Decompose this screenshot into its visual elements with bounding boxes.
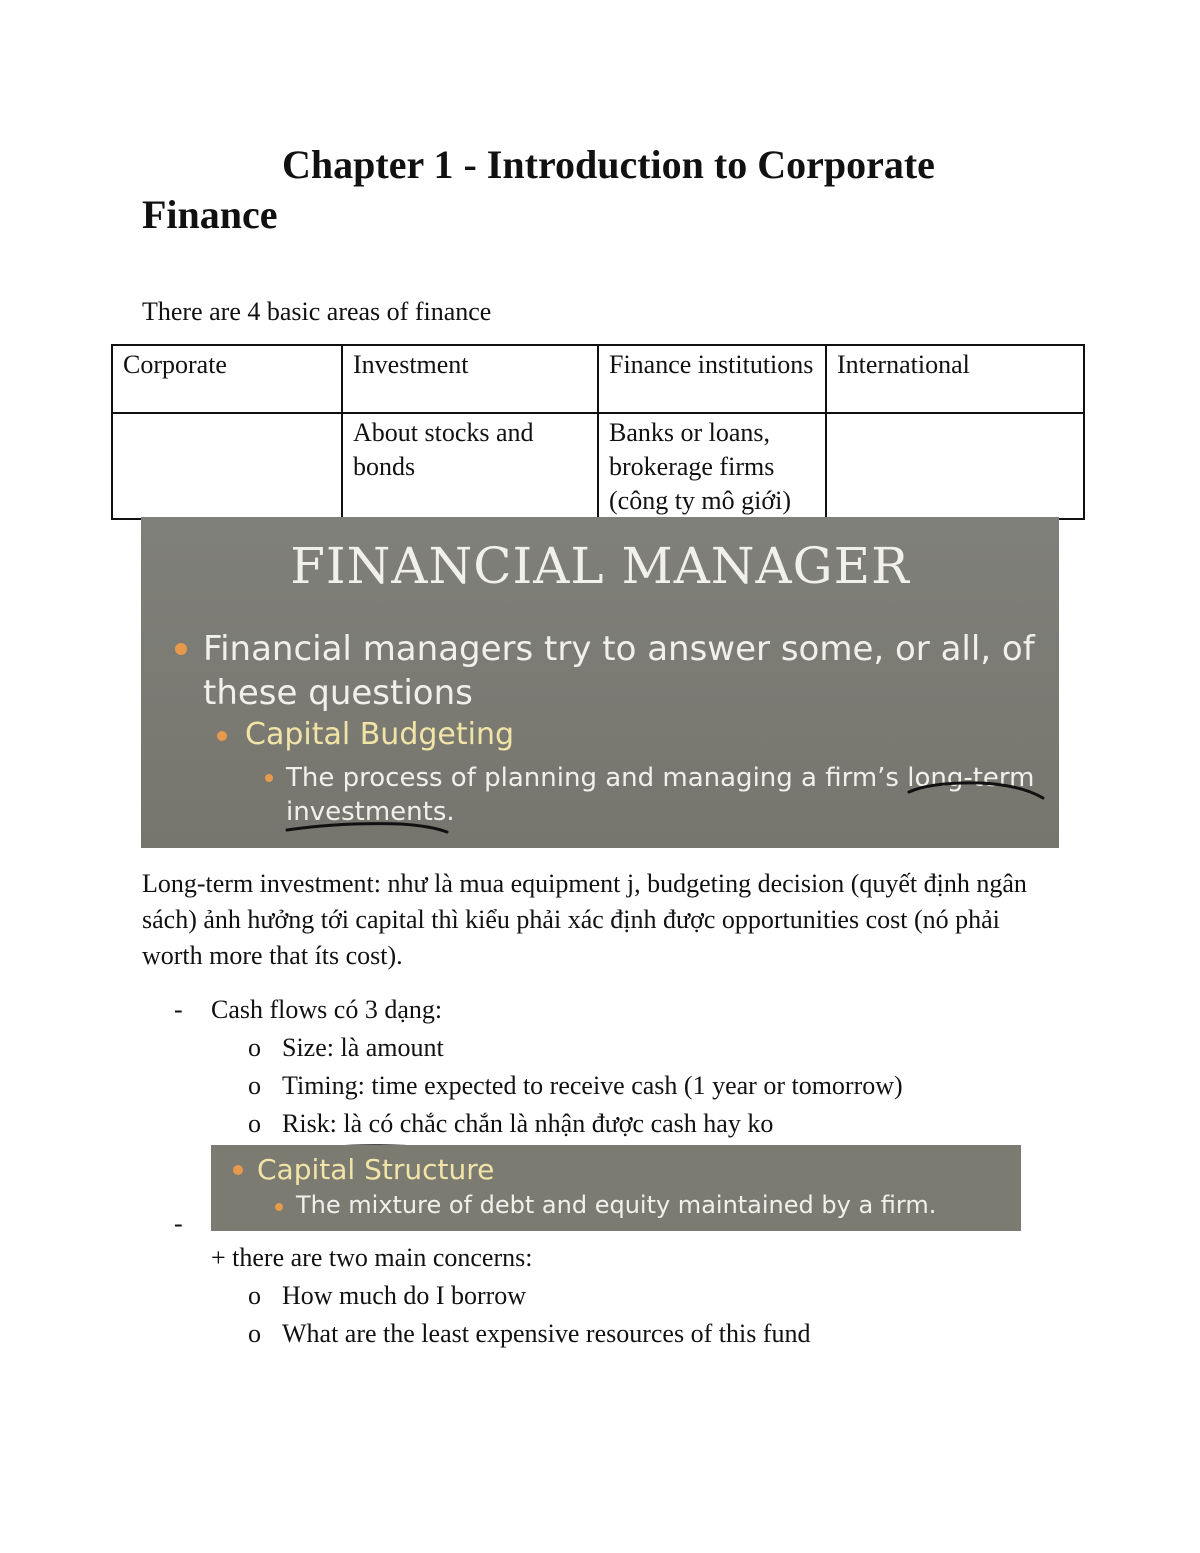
table-row [112,413,1084,519]
table-cell: Banks or loans, brokerage firms (công ty mô giới) [598,413,826,519]
list-item: Timing: time expected to receive cash (1 year or tomorrow) [282,1071,903,1100]
financial-manager-slide [141,517,1059,848]
slide-sub-bullet: The process of planning and managing a firm’s long-term investments. [286,763,1035,827]
table-cell: Corporate [112,345,342,413]
table-cell: Investment [342,345,598,413]
list-marker: - [174,995,183,1024]
bullet-dot-icon [233,1165,243,1175]
finance-areas-table [111,344,1085,520]
slide-sub-bullet: The mixture of debt and equity maintained by a firm. [296,1191,937,1219]
intro-text: There are 4 basic areas of finance [142,297,492,326]
slide-bullet: Financial managers try to answer some, or all, of these questions [203,629,1035,713]
long-term-investment-paragraph: Long-term investment: như là mua equipment j, budgeting decision (quyết định ngân sách) ảnh hưởng tới capital thì kiểu phải xác định được opportunities cost (nó phải worth more that íts cost). [142,869,1027,970]
list-marker: o [248,1071,261,1100]
table-cell [112,413,342,519]
list-item: Size: là amount [282,1033,444,1062]
table-cell [826,413,1084,519]
list-marker: - [174,1209,183,1238]
list-item: Cash flows có 3 dạng: [211,995,443,1024]
slide-subheading: Capital Structure [257,1153,495,1186]
slide-subheading: Capital Budgeting [245,717,515,752]
ink-underline-icon [141,517,1059,848]
list-item: How much do I borrow [282,1281,527,1310]
table-cell: International [826,345,1084,413]
list-item: What are the least expensive resources of this fund [282,1319,811,1348]
table-cell: About stocks and bonds [342,413,598,519]
concerns-heading: + there are two main concerns: [211,1243,533,1272]
slide-title: FINANCIAL MANAGER [290,537,910,595]
list-marker: o [248,1319,261,1348]
list-marker: o [248,1109,261,1138]
list-item: Risk: là có chắc chắn là nhận được cash hay ko [282,1109,774,1138]
list-marker: o [248,1033,261,1062]
page-title: Chapter 1 - Introduction to Corporate Finance [142,142,935,237]
bullet-dot-icon [275,1203,283,1211]
capital-structure-slide [211,1145,1021,1231]
table-row [112,345,1084,413]
list-marker: o [248,1281,261,1310]
table-cell: Finance institutions [598,345,826,413]
